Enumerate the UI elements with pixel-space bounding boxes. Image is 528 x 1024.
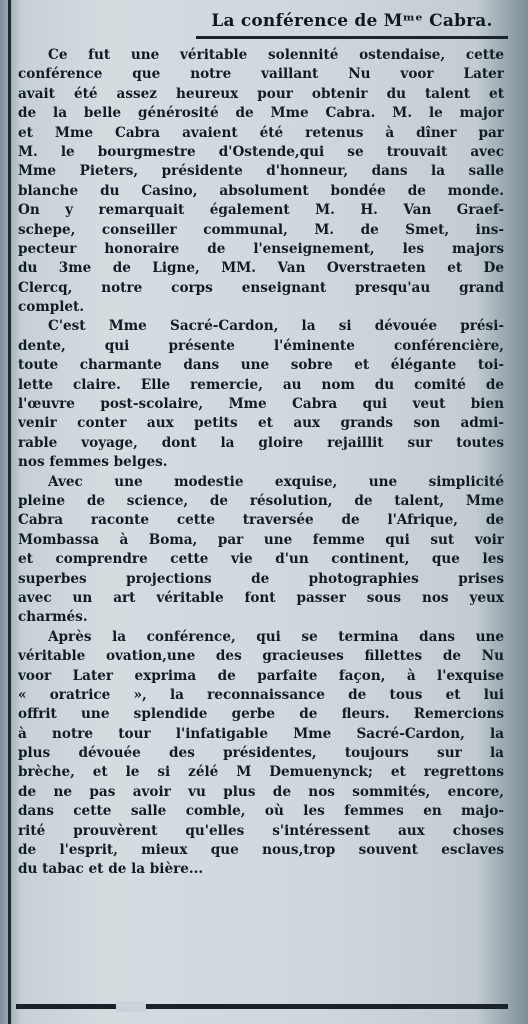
text-line: schepe, conseiller communal, M. de Smet, ins- [18,221,504,238]
text-line: Avec une modestie exquise, une simplicité [48,473,504,490]
text-line: plus dévouée des présidentes, toujours sur la [18,745,504,762]
text-line: charmés. [18,609,88,626]
text-line: de ne pas avoir vu plus de nos sommités, encore, [18,783,504,800]
rule-ornament [116,1001,146,1012]
paragraph-3 [18,473,504,628]
text-line: « oratrice », la reconnaissance de tous et lui [18,686,504,703]
text-line: voor Later exprima de parfaite façon, à l'exquise [18,667,504,684]
article-body [18,46,504,880]
headline-rule [196,36,508,39]
text-line: M. le bourgmestre d'Ostende,qui se trouvait avec [18,143,504,160]
text-line: du tabac et de la bière... [18,861,204,878]
text-line: brèche, et le si zélé M Demuenynck; et regrettons [18,764,504,781]
text-line: lette claire. Elle remercie, au nom du comité de [18,376,504,393]
text-line: Cabra raconte cette traversée de l'Afrique, de [18,512,504,529]
text-line: l'œuvre post-scolaire, Mme Cabra qui veut bien [18,396,504,413]
text-line: avait été assez heureux pour obtenir du talent et [18,85,504,102]
text-line: pecteur honoraire de l'enseignement, les majors [18,240,504,257]
text-line: complet. [18,299,85,316]
text-line: du 3me de Ligne, MM. Van Overstraeten et De [18,260,504,277]
text-line: Ce fut une véritable solennité ostendaise, cette [48,47,504,63]
text-line: à notre tour l'infatigable Mme Sacré-Cardon, la [18,725,504,742]
text-line: dans cette salle comble, où les femmes en majo- [18,803,504,820]
article-headline: La conférence de Mᵐᵉ Cabra. [211,11,493,31]
text-line: de l'esprit, mieux que nous,trop souvent esclaves [18,842,504,859]
text-line: C'est Mme Sacré-Cardon, la si dévouée prési- [48,318,504,335]
text-line: de la belle générosité de Mme Cabra. M. le major [18,105,504,122]
text-line: Mombassa à Boma, par une femme qui sut voir [18,531,504,548]
text-line: rité prouvèrent qu'elles s'intéressent aux choses [18,822,504,839]
text-line: superbes projections de photographies prises [18,570,504,587]
text-line: avec un art véritable font passer sous nos yeux [18,589,504,606]
text-line: rable voyage, dont la gloire rejaillit sur toutes [18,434,504,451]
text-line: Clercq, notre corps enseignant presqu'au grand [18,279,504,296]
column-rule-left [8,0,11,1024]
text-line: nos femmes belges. [18,454,168,471]
text-line: conférence que notre vaillant Nu voor Later [18,66,504,83]
paragraph-4 [18,628,504,880]
text-line: et comprendre cette vie d'un continent, que les [18,551,504,568]
paragraph-2 [18,317,504,472]
text-line: Mme Pieters, présidente d'honneur, dans la salle [18,163,504,180]
text-line: dente, qui présente l'éminente conférencière, [18,337,504,354]
text-line: blanche du Casino, absolument bondée de monde. [18,182,504,199]
text-line: Après la conférence, qui se termina dans une [48,628,504,645]
paragraph-1 [18,46,504,317]
text-line: et Mme Cabra avaient été retenus à dîner par [18,124,504,141]
column-rule-bottom [16,1004,508,1009]
text-line: toute charmante dans une sobre et élégante toi- [18,357,504,374]
text-line: offrit une splendide gerbe de fleurs. Remercions [18,706,504,723]
text-line: pleine de science, de résolution, de talent, Mme [18,492,504,509]
text-line: On y remarquait également M. H. Van Graef- [18,202,504,219]
text-line: venir conter aux petits et aux grands son admi- [18,415,504,432]
text-line: véritable ovation,une des gracieuses fillettes de Nu [18,648,504,665]
